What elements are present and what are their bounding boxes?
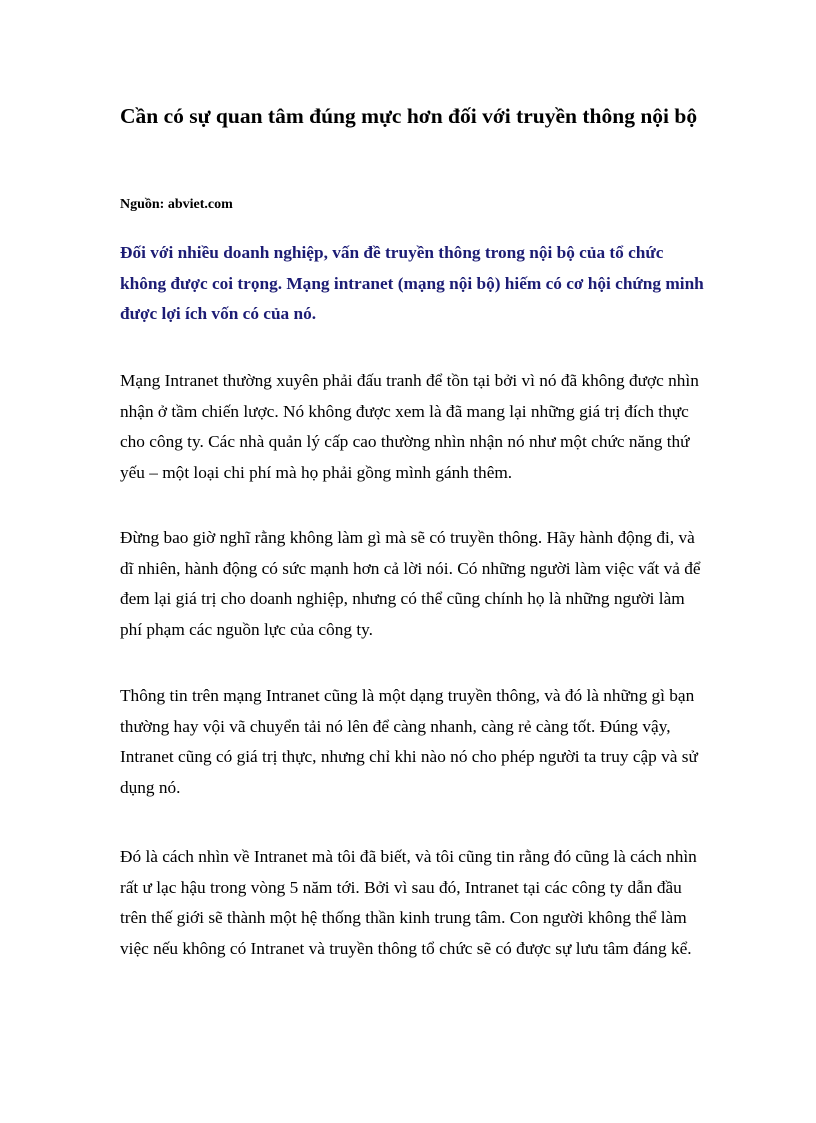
- body-paragraph-1: Mạng Intranet thường xuyên phải đấu tranh để tồn tại bởi vì nó đã không được nhìn nhận ở tầm chiến lược. Nó không được xem là đã mang lại những giá trị đích thực cho công ty. Các nhà quản lý cấp cao thường nhìn nhận nó như một chức năng thứ yếu – một loại chi phí mà họ phải gồng mình gánh thêm.: [120, 371, 699, 482]
- body-paragraph-2: Đừng bao giờ nghĩ rằng không làm gì mà sẽ có truyền thông. Hãy hành động đi, và dĩ nhiên, hành động có sức mạnh hơn cả lời nói. Có những người làm việc vất vả để đem lại giá trị cho doanh nghiệp, nhưng có thể cũng chính họ là những người làm phí phạm các nguồn lực của công ty.: [120, 528, 701, 639]
- article-source: Nguồn: abviet.com: [120, 197, 233, 212]
- body-paragraph-4: Đó là cách nhìn về Intranet mà tôi đã biết, và tôi cũng tin rằng đó cũng là cách nhìn rất ư lạc hậu trong vòng 5 năm tới. Bởi vì sau đó, Intranet tại các công ty dẫn đầu trên thế giới sẽ thành một hệ thống thần kinh trung tâm. Con người không thể làm việc nếu không có Intranet và truyền thông tổ chức sẽ có được sự lưu tâm đáng kể.: [120, 847, 697, 958]
- body-paragraph-3: Thông tin trên mạng Intranet cũng là một dạng truyền thông, và đó là những gì bạn thường hay vội vã chuyển tải nó lên để càng nhanh, càng rẻ càng tốt. Đúng vậy, Intranet cũng có giá trị thực, nhưng chỉ khi nào nó cho phép người ta truy cập và sử dụng nó.: [120, 686, 698, 797]
- article-title: Cần có sự quan tâm đúng mực hơn đối với truyền thông nội bộ: [120, 104, 698, 128]
- article-lead: Đối với nhiều doanh nghiệp, vấn đề truyền thông trong nội bộ của tổ chức không được coi trọng. Mạng intranet (mạng nội bộ) hiếm có cơ hội chứng minh được lợi ích vốn có của nó.: [120, 243, 704, 323]
